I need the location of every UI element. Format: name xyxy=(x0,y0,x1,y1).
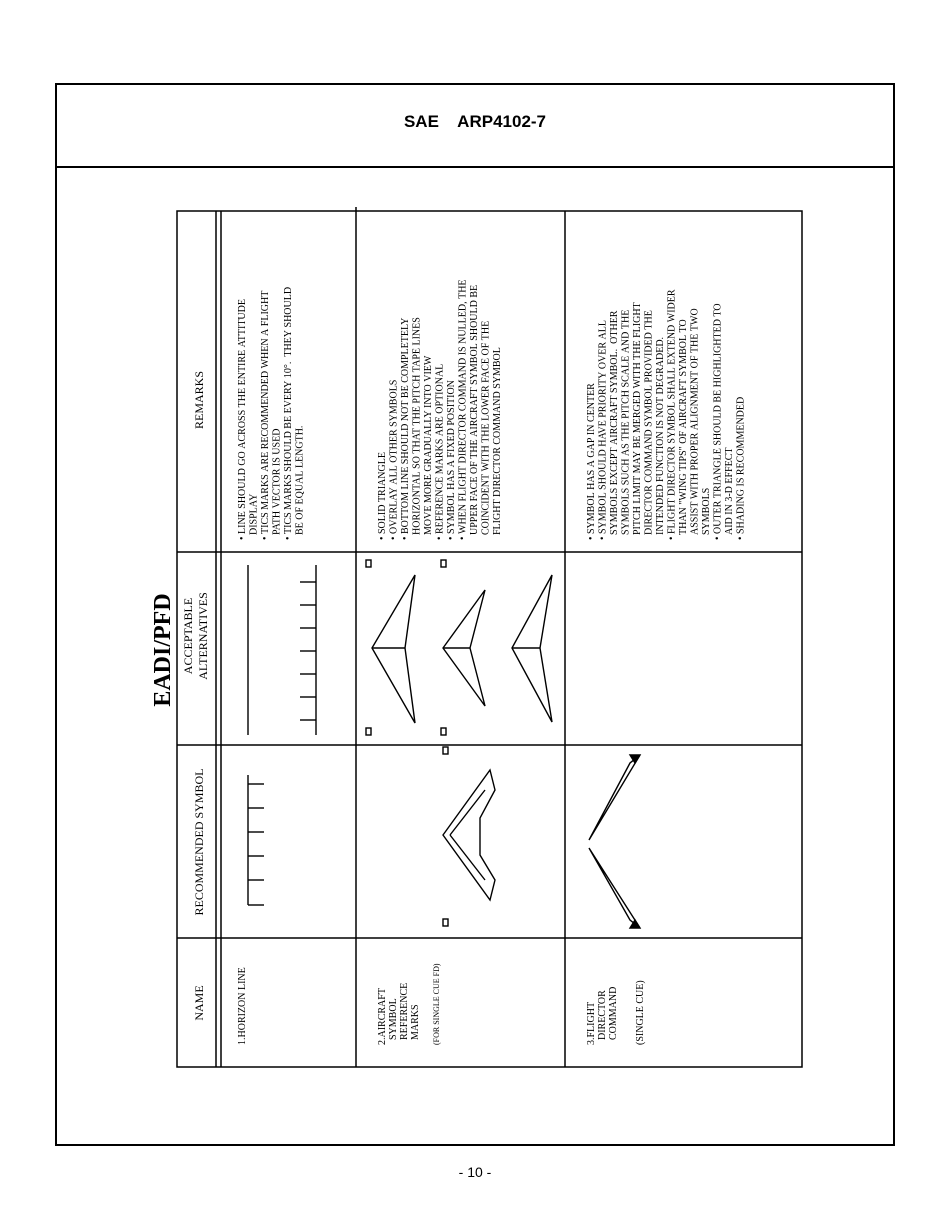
remark-line: • REFERENCE MARKS ARE OPTIONAL xyxy=(434,363,446,540)
remark-line: THAN "WING TIPS" OF AIRCRAFT SYMBOL TO xyxy=(678,319,689,540)
row-name xyxy=(377,963,441,1045)
remark-line: • WHEN FLIGHT DIRECTOR COMMAND IS NULLED, THE xyxy=(457,279,469,540)
row-name-line: COMMAND xyxy=(608,986,619,1045)
col-header-name: NAME xyxy=(192,985,206,1021)
remark-line: HORIZONTAL SO THAT THE PITCH TAPE LINES xyxy=(411,317,423,540)
remark-line: • BOTTOM LINE SHOULD NOT BE COMPLETELY xyxy=(400,317,411,540)
row-name-line: DIRECTOR xyxy=(597,990,608,1045)
remark-line: SYMBOLS xyxy=(701,487,712,540)
row-aircraft-symbol xyxy=(366,279,552,1045)
col-header-acceptable: ACCEPTABLE xyxy=(181,597,195,675)
remark-line: UPPER FACE OF THE AIRCRAFT SYMBOL SHOULD BE xyxy=(469,284,480,540)
remark-line: DIRECTOR COMMAND SYMBOL PROVIDED THE xyxy=(643,310,655,540)
remark-line: PITCH LIMIT MAY BE MERGED WITH THE FLIGHT xyxy=(632,302,643,540)
row-name xyxy=(237,967,248,1045)
remark-line: • FLIGHT DIRECTOR SYMBOL SHALL EXTEND WIDER xyxy=(666,289,678,540)
document-id: SAE ARP4102-7 xyxy=(403,112,547,131)
table-title: EADI/PFD xyxy=(150,593,176,707)
flight-director-recommended-symbol xyxy=(589,755,640,928)
row-name-line: 1.HORIZON LINE xyxy=(237,967,248,1045)
row-flight-director xyxy=(586,289,747,1045)
row-remarks xyxy=(377,279,503,540)
row-name-line: SYMBOL xyxy=(388,998,399,1045)
remark-line: COINCIDENT WITH THE LOWER FACE OF THE xyxy=(480,320,492,540)
aircraft-recommended-symbol xyxy=(443,747,495,926)
remark-line: AID IN 3-D EFFECT xyxy=(724,447,735,540)
remark-line: • OUTER TRIANGLE SHOULD BE HIGHLIGHTED TO xyxy=(712,303,724,540)
remark-line: • TICS MARKS SHOULD BE EVERY 10°. THEY SHOULD xyxy=(283,286,294,540)
col-header-recommended: RECOMMENDED SYMBOL xyxy=(192,768,206,916)
horizon-line-alternative-symbols xyxy=(248,565,316,735)
remark-line: ASSIST WITH PROPER ALIGNMENT OF THE TWO xyxy=(689,308,701,540)
remark-line: DISPLAY xyxy=(248,493,260,540)
remark-line: INTENDED FUNCTION IS NOT DEGRADED. xyxy=(655,336,666,540)
row-name-line: MARKS xyxy=(410,1004,421,1045)
row-name-line: 2.AIRCRAFT xyxy=(377,988,388,1045)
remark-line: • SOLID TRIANGLE xyxy=(377,452,388,540)
remark-line: • SYMBOL HAS A GAP IN CENTER xyxy=(586,383,597,540)
row-name-note: (SINGLE CUE) xyxy=(635,980,646,1045)
remark-line: • TICS MARKS ARE RECOMMENDED WHEN A FLIGHT xyxy=(260,290,271,540)
remark-line: SYMBOLS SUCH AS THE PITCH SCALE AND THE xyxy=(620,309,632,540)
remark-line: FLIGHT DIRECTOR COMMAND SYMBOL xyxy=(492,347,503,540)
row-name xyxy=(586,980,646,1045)
row-horizon-line xyxy=(237,287,316,1045)
aircraft-alternative-symbols xyxy=(366,560,552,735)
row-remarks xyxy=(237,287,306,540)
remark-line: • SYMBOL HAS A FIXED POSITION xyxy=(446,380,457,540)
row-remarks xyxy=(586,289,747,540)
remark-line: MOVE MORE GRADUALLY INTO VIEW xyxy=(423,355,434,540)
remark-line: PATH VECTOR IS USED xyxy=(271,428,283,540)
row-name-line: REFERENCE xyxy=(399,982,410,1045)
row-name-note: (FOR SINGLE CUE FD) xyxy=(432,963,441,1045)
col-header-alternatives: ALTERNATIVES xyxy=(196,592,210,680)
remark-line: • LINE SHOULD GO ACROSS THE ENTIRE ATTITUDE xyxy=(237,299,248,540)
remark-line: • SHADING IS RECOMMENDED xyxy=(735,396,747,540)
remark-line: • SYMBOL SHOULD HAVE PRIORITY OVER ALL xyxy=(597,320,609,540)
remark-line: BE OF EQUAL LENGTH. xyxy=(294,425,306,540)
col-header-remarks: REMARKS xyxy=(192,370,206,430)
row-name-line: 3.FLIGHT xyxy=(586,1001,597,1045)
remark-line: SYMBOLS EXCEPT AIRCRAFT SYMBOL. OTHER xyxy=(609,310,620,540)
horizon-line-recommended-symbol xyxy=(248,775,264,905)
page-number: - 10 - xyxy=(458,1164,492,1180)
remark-line: • OVERLAY ALL OTHER SYMBOLS xyxy=(388,379,400,540)
